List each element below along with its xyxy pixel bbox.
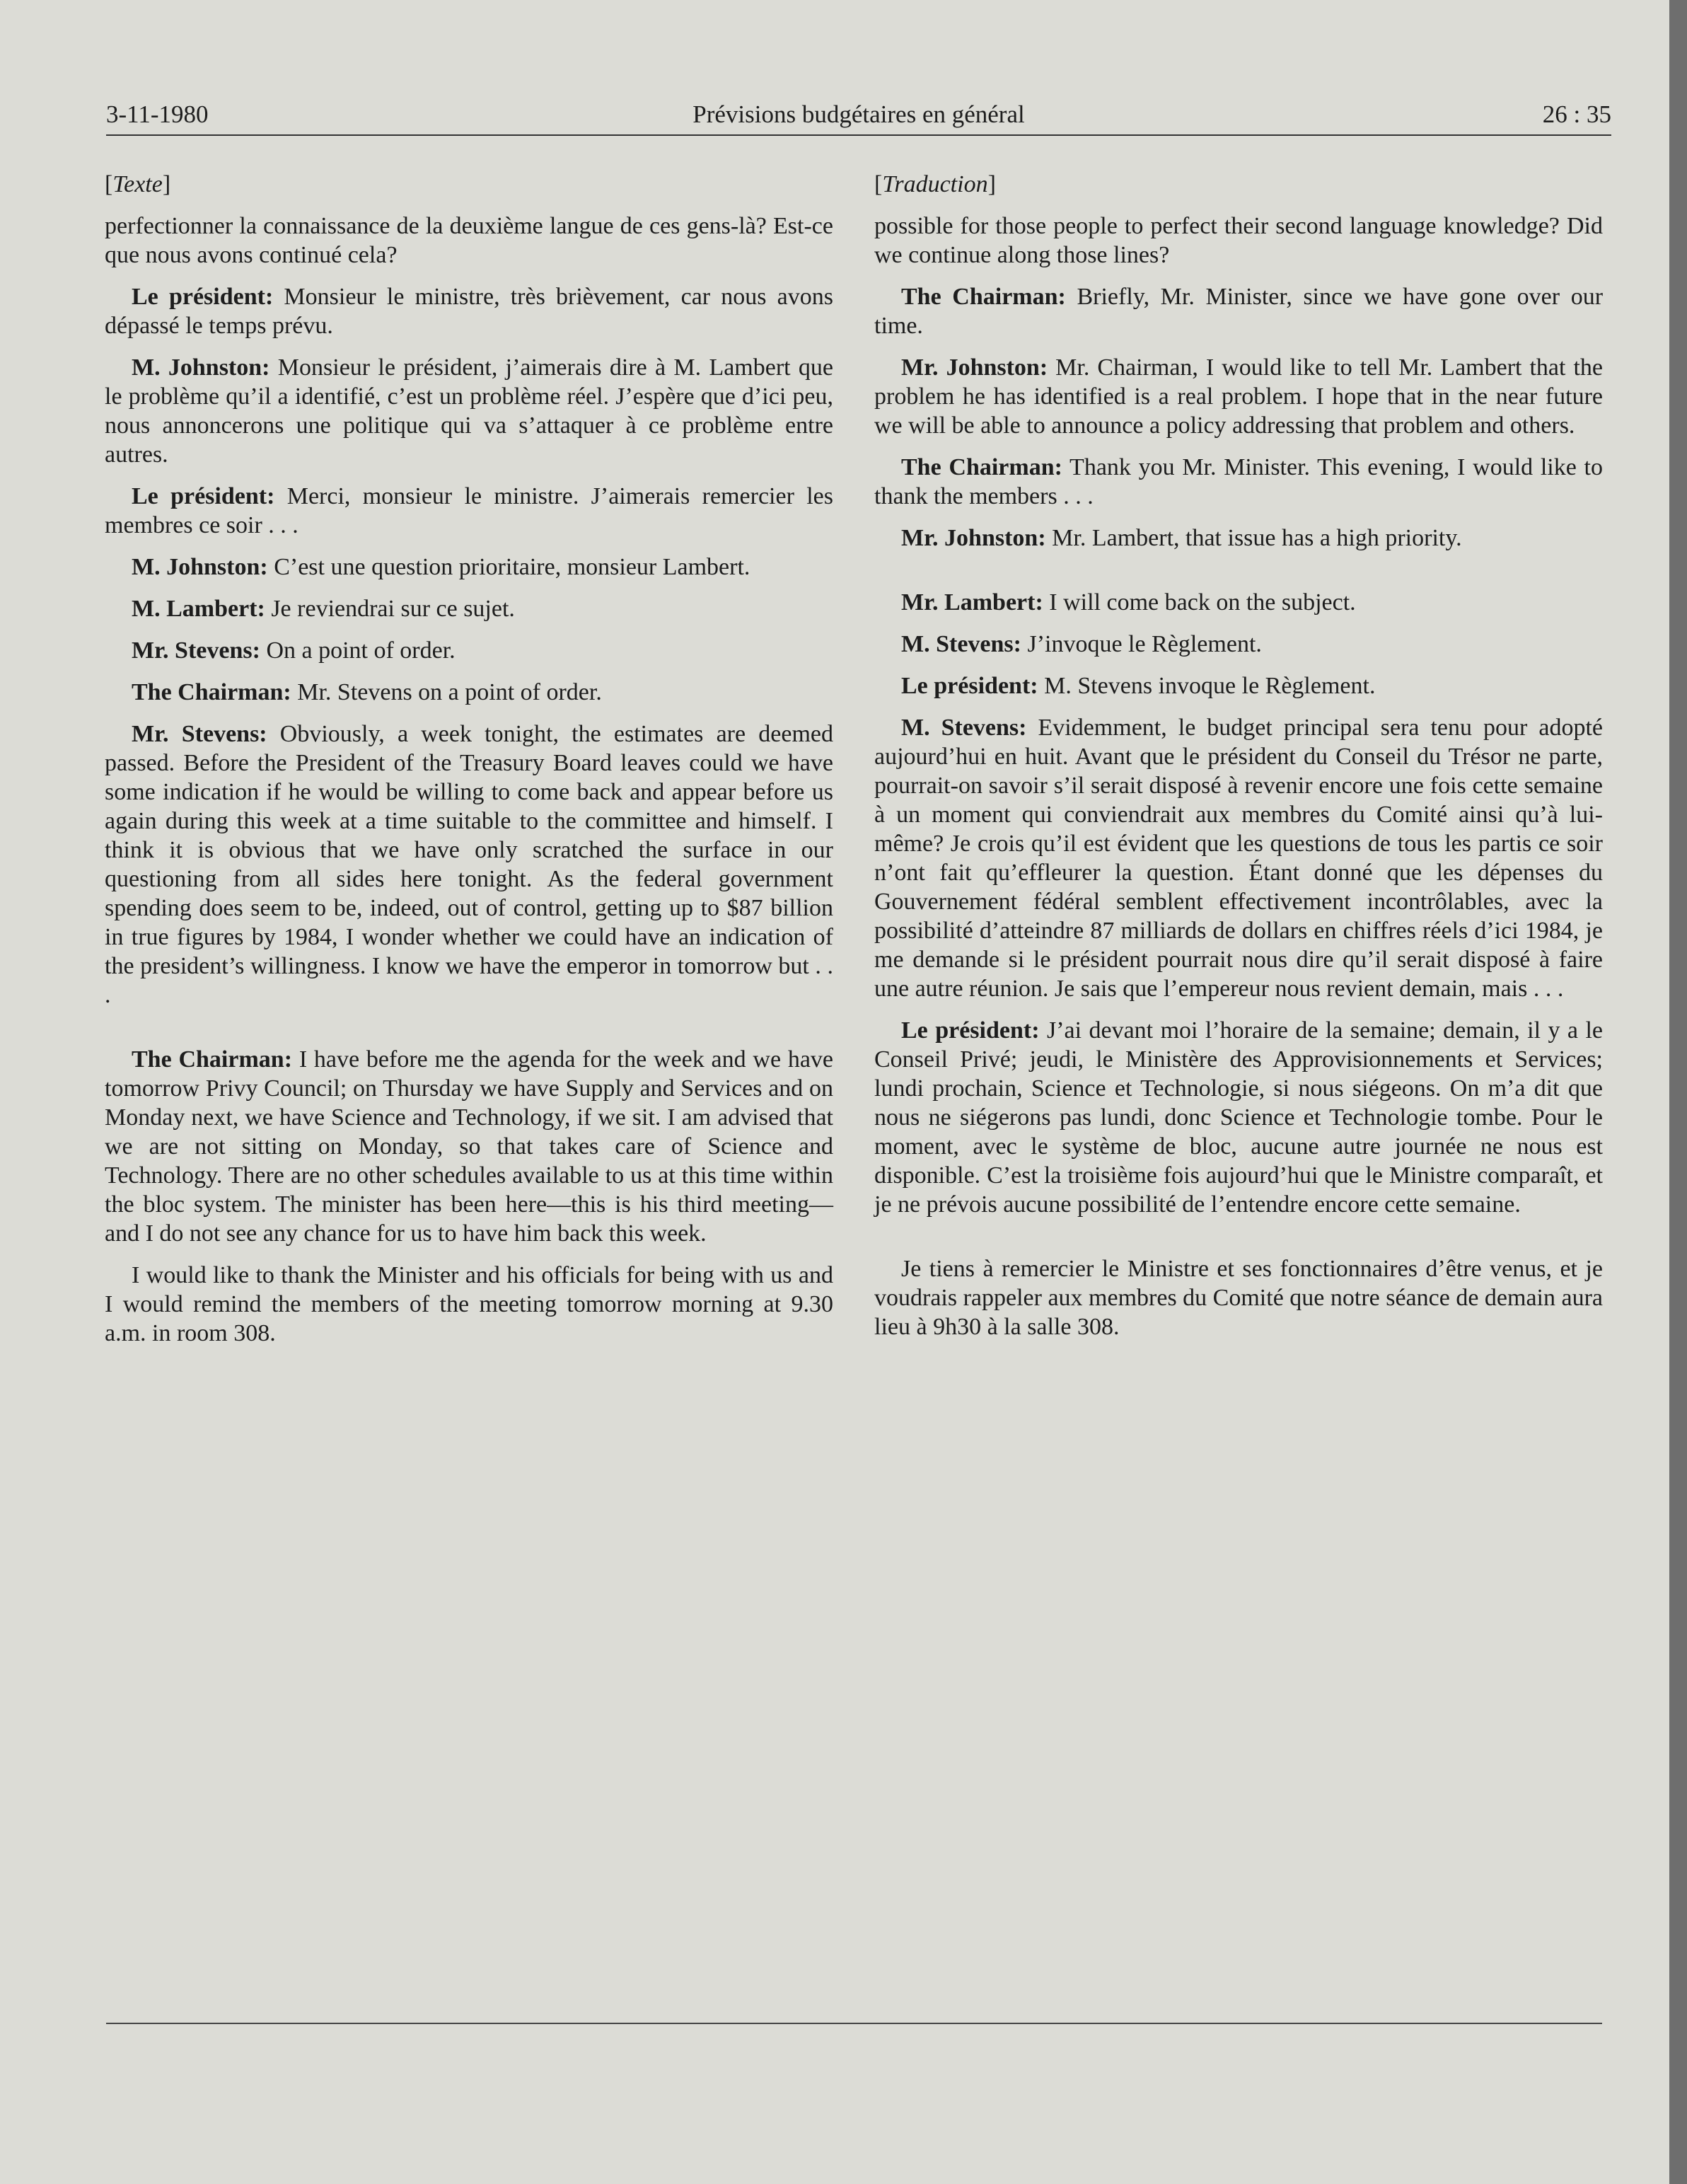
speaker-name: Mr. Lambert:: [901, 589, 1043, 616]
paragraph: Le président: J’ai devant moi l’horaire de la semaine; demain, il y a le Conseil Privé; jeudi, le Ministère des Approvisionnements et Services; lundi prochain, Science et Technologie, si nous siégeons. On m’a dit que nous ne siégerons pas lundi, donc Science et Technologie tombe. Pour le moment, avec le système de bloc, aucune autre journée ne nous est disponible. C’est la troisième fois aujourd’hui que le Ministre comparaît, et je ne prévois aucune possibilité de l’entendre encore cette semaine.: [874, 1017, 1603, 1218]
header-page-number: 26 : 35: [1542, 100, 1611, 128]
paragraph: Mr. Stevens: Obviously, a week tonight, the estimates are deemed passed. Before the President of the Treasury Board leaves could we have some indication if he would be willing to come back and appear before us again during this week at a time suitable to the committee and himself. I think it is obvious that we have only scratched the surface in our questioning from all sides here tonight. As the federal government spending does seem to be, indeed, out of control, getting up to $87 billion in true figures by 1984, I wonder whether we could have an indication of the president’s willingness. I know we have the emperor in tomorrow but . . .: [105, 721, 833, 1008]
paragraph: The Chairman: Mr. Stevens on a point of order.: [132, 679, 602, 705]
paragraph: Le président: Monsieur le ministre, très brièvement, car nous avons dépassé le temps prévu.: [105, 284, 833, 339]
speaker-name: The Chairman:: [132, 1046, 293, 1073]
spacer: [874, 565, 1603, 588]
speaker-name: The Chairman:: [901, 284, 1066, 310]
spacer: [105, 1022, 833, 1045]
speaker-name: Le président:: [901, 673, 1038, 699]
speaker-name: M. Stevens:: [901, 715, 1027, 741]
language-tag-traduction: [Traduction]: [874, 171, 996, 197]
header-date: 3-11-1980: [106, 100, 209, 128]
right-column: [874, 170, 1603, 1354]
paragraph: M. Lambert: Je reviendrai sur ce sujet.: [132, 596, 515, 622]
speaker-name: The Chairman:: [132, 679, 291, 705]
paragraph: Mr. Johnston: Mr. Lambert, that issue has a high priority.: [901, 525, 1462, 551]
paragraph: The Chairman: Thank you Mr. Minister. This evening, I would like to thank the members . . .: [874, 454, 1604, 509]
speaker-name: Mr. Johnston:: [901, 354, 1048, 381]
paragraph: Le président: M. Stevens invoque le Règlement.: [901, 673, 1376, 699]
speaker-name: Mr. Stevens:: [132, 721, 267, 747]
paragraph: M. Stevens: Evidemment, le budget principal sera tenu pour adopté aujourd’hui en huit. Avant que le président du Conseil du Trésor ne parte, pourrait-on savoir s’il serait disposé à revenir encore une fois cette semaine à un moment qui conviendrait aux membres du Comité ainsi qu’à lui-même? Je crois qu’il est évident que les questions de tous les partis ce soir n’ont fait qu’effleurer la question. Étant donné que les dépenses du Gouvernement fédéral semblent effectivement incontrôlables, avec la possibilité d’atteindre 87 milliards de dollars en chiffres réels d’ici 1984, je me demande si le président pourrait nous dire qu’il serait disposé à faire une autre réunion. Je sais que l’empereur nous revient demain, mais . . .: [874, 715, 1603, 1002]
page-edge: [1669, 0, 1687, 2184]
left-column: [105, 170, 833, 1360]
paragraph: The Chairman: I have before me the agenda for the week and we have tomorrow Privy Council; on Thursday we have Supply and Services and on Monday next, we have Science and Technology, if we sit. I am advised that we are not sitting on Monday, so that takes care of Science and Technology. There are no other schedules available to us at this time within the bloc system. The minister has been here—this is his third meeting—and I do not see any chance for us to have him back this week.: [105, 1046, 834, 1247]
speaker-name: Le président:: [901, 1017, 1040, 1044]
paragraph: perfectionner la connaissance de la deuxième langue de ces gens-là? Est-ce que nous avons continué cela?: [105, 213, 833, 268]
speaker-name: Le président:: [132, 483, 275, 509]
paragraph: I would like to thank the Minister and his officials for being with us and I would remind the members of the meeting tomorrow morning at 9.30 a.m. in room 308.: [105, 1262, 833, 1346]
spacer: [874, 1232, 1603, 1254]
page-header: [106, 100, 1611, 136]
paragraph: M. Johnston: C’est une question prioritaire, monsieur Lambert.: [132, 554, 750, 580]
speaker-name: The Chairman:: [901, 454, 1062, 480]
speaker-name: Mr. Stevens:: [132, 637, 260, 664]
paragraph: Mr. Stevens: On a point of order.: [132, 637, 456, 664]
paragraph: The Chairman: Briefly, Mr. Minister, since we have gone over our time.: [874, 284, 1604, 339]
bottom-rule: [106, 2023, 1602, 2024]
paragraph: possible for those people to perfect their second language knowledge? Did we continue along those lines?: [874, 213, 1603, 268]
language-tag-texte: [Texte]: [105, 171, 171, 197]
speaker-name: M. Johnston:: [132, 554, 268, 580]
speaker-name: M. Lambert:: [132, 596, 265, 622]
header-title: Prévisions budgétaires en général: [692, 100, 1025, 128]
paragraph: M. Johnston: Monsieur le président, j’aimerais dire à M. Lambert que le problème qu’il a identifié, c’est un problème réel. J’espère que d’ici peu, nous annoncerons une politique qui va s’attaquer à ce problème entre autres.: [105, 354, 834, 468]
paragraph: Mr. Johnston: Mr. Chairman, I would like to tell Mr. Lambert that the problem he has identified is a real problem. I hope that in the near future we will be able to announce a policy addressing that problem and others.: [874, 354, 1603, 439]
header-rule: [106, 134, 1611, 136]
speaker-name: Le président:: [132, 284, 274, 310]
paragraph: M. Stevens: J’invoque le Règlement.: [901, 631, 1262, 657]
speaker-name: M. Stevens:: [901, 631, 1021, 657]
paragraph: Mr. Lambert: I will come back on the subject.: [901, 589, 1356, 616]
speaker-name: Mr. Johnston:: [901, 525, 1046, 551]
paragraph: Le président: Merci, monsieur le ministre. J’aimerais remercier les membres ce soir . . .: [105, 483, 833, 538]
speaker-name: M. Johnston:: [132, 354, 270, 381]
paragraph: Je tiens à remercier le Ministre et ses fonctionnaires d’être venus, et je voudrais rappeler aux membres du Comité que notre séance de demain aura lieu à 9h30 à la salle 308.: [874, 1256, 1603, 1340]
